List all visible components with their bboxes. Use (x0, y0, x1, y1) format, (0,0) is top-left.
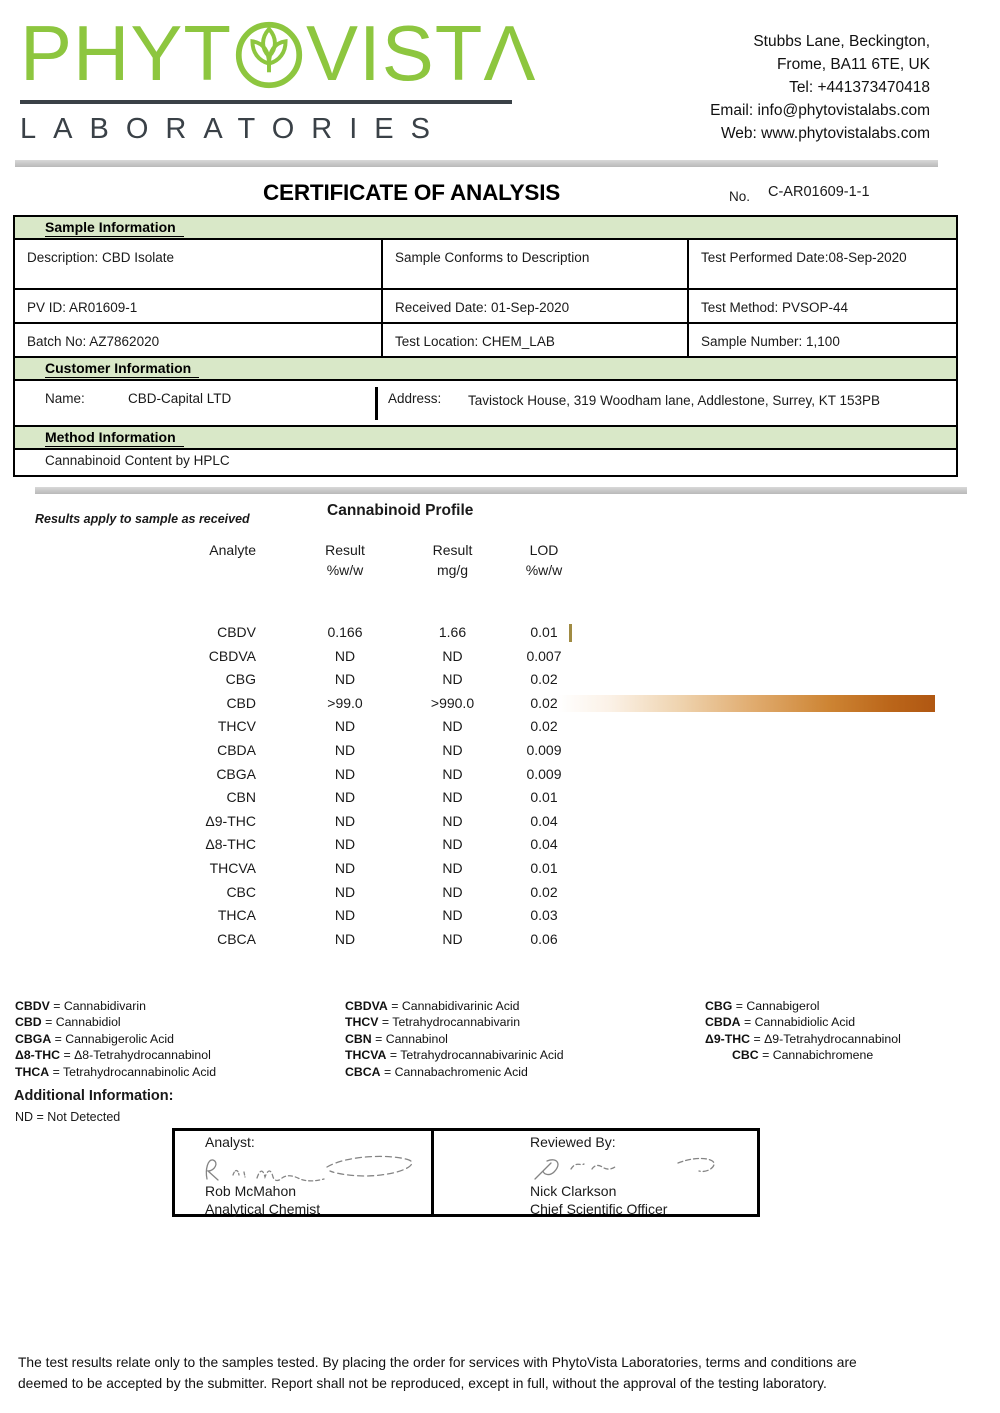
legend-column-3 (705, 998, 901, 1064)
method-information-header: Method Information (15, 427, 956, 450)
test-location-cell: Test Location: CHEM_LAB (383, 324, 689, 356)
table-row (0, 811, 620, 835)
address-line: Web: www.phytovistalabs.com (720, 125, 930, 142)
sample-number-cell: Sample Number: 1,100 (701, 334, 840, 349)
customer-information-header: Customer Information (15, 358, 956, 381)
legend-name: Cannabigerol (746, 999, 820, 1013)
address-line: Frome, BA11 6TE, UK (776, 56, 930, 73)
table-row (0, 622, 620, 646)
legend-name: Cannabichromene (772, 1048, 874, 1063)
legend-item: CBDA = Cannabidiolic Acid (705, 1015, 856, 1030)
sample-info-row (15, 290, 956, 324)
table-row (0, 858, 620, 882)
result-pct-cell: ND (334, 741, 356, 758)
signature-box (172, 1128, 760, 1217)
certificate-number: C-AR01609-1-1 (768, 184, 870, 200)
analyte-cell: CBDA (217, 741, 256, 758)
received-date-cell: Received Date: 01-Sep-2020 (383, 290, 689, 322)
result-pct-cell: ND (334, 930, 356, 947)
result-pct-cell: >99.0 (327, 694, 363, 711)
legend-item: CBDVA = Cannabidivarinic Acid (345, 999, 520, 1013)
logo-wordmark (20, 9, 537, 97)
lod-cell: 0.01 (530, 789, 558, 806)
logo-divider-rule (20, 100, 512, 104)
footer-disclaimer (18, 1352, 982, 1394)
lod-cell: 0.02 (530, 718, 558, 735)
lab-address-block (710, 30, 930, 145)
analyte-cell: CBG (225, 671, 256, 688)
result-mgg-cell: ND (442, 907, 463, 924)
legend-column-2 (345, 998, 564, 1080)
lod-cell: 0.02 (530, 883, 558, 900)
legend-name: Tetrahydrocannabivarin (392, 1015, 521, 1030)
result-mgg-cell: ND (442, 765, 463, 782)
legend-abbr: Δ9-THC (705, 1031, 751, 1046)
legend-item: CBN = Cannabinol (345, 1031, 448, 1046)
table-row (0, 882, 620, 906)
legend-name: Cannabigerolic Acid (65, 1031, 174, 1046)
sample-conforms-cell: Sample Conforms to Description (383, 240, 689, 288)
legend-abbr: CBCA (345, 1064, 381, 1079)
legend-name: Cannabidivarinic Acid (401, 999, 520, 1013)
result-pct-cell: 0.166 (327, 624, 363, 640)
logo-text-right: VISTΛ (306, 9, 537, 97)
column-header-lod: LOD %w/w (525, 542, 563, 578)
analyst-signature (197, 1151, 432, 1187)
analyte-cell: CBCA (217, 930, 256, 947)
certificate-number-label: No. (729, 189, 751, 204)
column-header-analyte: Analyte (209, 542, 256, 558)
legend-item: CBC = Cannabichromene (732, 1048, 874, 1063)
result-pct-cell: ND (334, 647, 356, 664)
nd-definition: ND = Not Detected (15, 1110, 121, 1124)
table-row (0, 716, 620, 740)
legend-item: Δ9-THC = Δ9-Tetrahydrocannabinol (705, 1031, 901, 1046)
customer-address-value: Tavistock House, 319 Woodham lane, Addlestone, Surrey, KT 153PB (468, 393, 880, 408)
result-mgg-cell: ND (442, 930, 463, 947)
legend-name: Cannabachromenic Acid (394, 1064, 528, 1079)
customer-info-row (15, 381, 956, 427)
analyte-cell: Δ8-THC (205, 836, 256, 853)
column-header-result-pct: Result %w/w (325, 542, 365, 578)
reviewer-title: Chief Scientific Officer (530, 1201, 668, 1217)
method-value: Cannabinoid Content by HPLC (45, 453, 230, 468)
legend-name: Δ8-Tetrahydrocannabinol (74, 1048, 211, 1063)
footer-line: deemed to be accepted by the submitter. Report shall not be reproduced, except in full, without the approval of the testing laboratory. (18, 1376, 827, 1391)
table-row (0, 646, 620, 670)
result-pct-cell: ND (334, 859, 356, 876)
analyst-name: Rob McMahon (205, 1183, 297, 1199)
lod-cell: 0.007 (526, 647, 562, 664)
analyte-cell: CBGA (216, 765, 256, 782)
address-line: Tel: +441373470418 (789, 79, 930, 96)
reviewed-by-label: Reviewed By: (530, 1134, 616, 1150)
result-pct-cell: ND (334, 671, 356, 688)
analyst-title: Analytical Chemist (205, 1201, 321, 1217)
certificate-title: CERTIFICATE OF ANALYSIS (263, 180, 561, 205)
legend-item: THCVA = Tetrahydrocannabivarinic Acid (345, 1048, 564, 1063)
result-pct-cell: ND (334, 907, 356, 924)
section-divider-bar (35, 487, 967, 494)
legend-name: Tetrahydrocannabivarinic Acid (400, 1048, 564, 1063)
pv-id-cell: PV ID: AR01609-1 (15, 290, 383, 322)
legend-name: Cannabidivarin (63, 999, 146, 1013)
table-row (0, 834, 620, 858)
address-line: Stubbs Lane, Beckington, (753, 33, 930, 50)
lod-cell: 0.04 (530, 836, 558, 853)
legend-name: Cannabidiolic Acid (754, 1015, 856, 1030)
results-note: Results apply to sample as received (35, 512, 250, 526)
result-mgg-cell: ND (442, 836, 463, 853)
result-pct-cell: ND (334, 765, 356, 782)
lod-cell: 0.01 (530, 859, 558, 876)
table-row (0, 693, 620, 717)
sample-description-cell: Description: CBD Isolate (15, 240, 383, 288)
result-pct-cell: ND (334, 883, 356, 900)
legend-abbr: THCA (15, 1064, 50, 1079)
analyte-cell: THCA (217, 907, 256, 924)
additional-information-header: Additional Information: (14, 1088, 174, 1104)
result-mgg-cell: ND (442, 859, 463, 876)
lod-cell: 0.06 (530, 930, 558, 947)
cannabinoid-table (0, 622, 620, 952)
test-performed-date-cell: Test Performed Date:08-Sep-2020 (701, 250, 907, 265)
logo-subtitle: LABORATORIES (20, 113, 447, 145)
legend-item: THCV = Tetrahydrocannabivarin (345, 1015, 521, 1030)
table-row (0, 905, 620, 929)
legend-abbr: CBDV (15, 999, 50, 1013)
legend-name: Tetrahydrocannabinolic Acid (62, 1064, 217, 1079)
legend-item: CBG = Cannabigerol (705, 999, 820, 1013)
sample-info-row (15, 240, 956, 290)
legend-abbr: Δ8-THC (15, 1048, 61, 1063)
analyte-cell: THCV (217, 718, 256, 735)
table-row (0, 669, 620, 693)
result-mgg-cell: ND (442, 718, 463, 735)
lod-cell: 0.04 (530, 812, 558, 829)
result-mgg-cell: ND (442, 647, 463, 664)
legend-abbr: THCVA (345, 1048, 387, 1063)
table-row (0, 740, 620, 764)
lod-cell: 0.02 (530, 671, 558, 688)
legend-abbr: CBGA (15, 1031, 52, 1046)
legend-name: Cannabidiol (55, 1015, 121, 1030)
customer-divider (375, 387, 378, 420)
reviewer-signature (523, 1151, 728, 1187)
table-row (0, 787, 620, 811)
result-mgg-cell: ND (442, 671, 463, 688)
analyst-label: Analyst: (205, 1134, 255, 1150)
legend-abbr: CBC (732, 1048, 759, 1063)
method-info-row (15, 450, 956, 475)
result-pct-cell: ND (334, 836, 356, 853)
analyte-cell: Δ9-THC (205, 812, 256, 829)
lod-cell: 0.02 (530, 694, 558, 711)
result-mgg-cell: ND (442, 741, 463, 758)
result-mgg-cell: ND (442, 883, 463, 900)
legend-abbr: CBN (345, 1031, 372, 1046)
result-mgg-cell: 1.66 (438, 624, 467, 640)
legend-item: THCA = Tetrahydrocannabinolic Acid (15, 1064, 217, 1079)
logo-text-left: PHYT (20, 9, 233, 97)
result-mgg-cell: ND (442, 812, 463, 829)
footer-line: The test results relate only to the samples tested. By placing the order for services with PhytoVista Laboratories, terms and conditions are (18, 1355, 857, 1370)
test-method-cell: Test Method: PVSOP-44 (701, 300, 849, 315)
column-header-result-mgg: Result mg/g (432, 542, 473, 578)
legend-abbr: THCV (345, 1015, 379, 1030)
legend-abbr: CBG (705, 999, 733, 1013)
profile-title: Cannabinoid Profile (327, 502, 474, 519)
lod-cell: 0.03 (530, 907, 558, 924)
legend-abbr: CBDA (705, 1015, 741, 1030)
lod-cell: 0.009 (526, 741, 562, 758)
batch-no-cell: Batch No: AZ7862020 (15, 324, 383, 356)
leaf-logo-icon (233, 19, 305, 91)
analyte-cell: THCVA (209, 859, 256, 876)
legend-abbr: CBDVA (345, 999, 388, 1013)
legend-item: CBD = Cannabidiol (15, 1015, 121, 1030)
lod-cell: 0.009 (526, 765, 562, 782)
result-pct-cell: ND (334, 812, 356, 829)
header-divider-bar (15, 160, 938, 167)
legend-item: CBDV = Cannabidivarin (15, 999, 146, 1013)
analyte-cell: CBN (226, 789, 256, 806)
result-pct-cell: ND (334, 718, 356, 735)
table-row (0, 764, 620, 788)
legend-item: Δ8-THC = Δ8-Tetrahydrocannabinol (15, 1048, 211, 1063)
analyte-cell: CBDVA (208, 647, 256, 664)
result-pct-cell: ND (334, 789, 356, 806)
customer-name-label: Name: (45, 391, 85, 406)
legend-item: CBCA = Cannabachromenic Acid (345, 1064, 528, 1079)
result-mgg-cell: >990.0 (430, 694, 475, 711)
analyte-cell: CBDV (217, 624, 256, 640)
result-mgg-cell: ND (442, 789, 463, 806)
phytovista-logo (20, 9, 537, 146)
lod-cell: 0.01 (530, 624, 558, 640)
legend-column-1 (15, 998, 216, 1080)
sample-information-header: Sample Information (15, 217, 956, 240)
legend-name: Δ9-Tetrahydrocannabinol (764, 1031, 901, 1046)
table-row (0, 929, 620, 953)
customer-address-label: Address: (388, 391, 442, 406)
address-line: Email: info@phytovistalabs.com (710, 102, 930, 119)
analyte-cell: CBD (226, 694, 256, 711)
legend-abbr: CBD (15, 1015, 42, 1030)
info-tables (13, 215, 958, 477)
reviewer-name: Nick Clarkson (530, 1183, 617, 1199)
customer-name-value: CBD-Capital LTD (128, 391, 232, 406)
sample-info-row (15, 324, 956, 358)
legend-item: CBGA = Cannabigerolic Acid (15, 1031, 174, 1046)
analyte-cell: CBC (226, 883, 256, 900)
legend-name: Cannabinol (385, 1031, 448, 1046)
